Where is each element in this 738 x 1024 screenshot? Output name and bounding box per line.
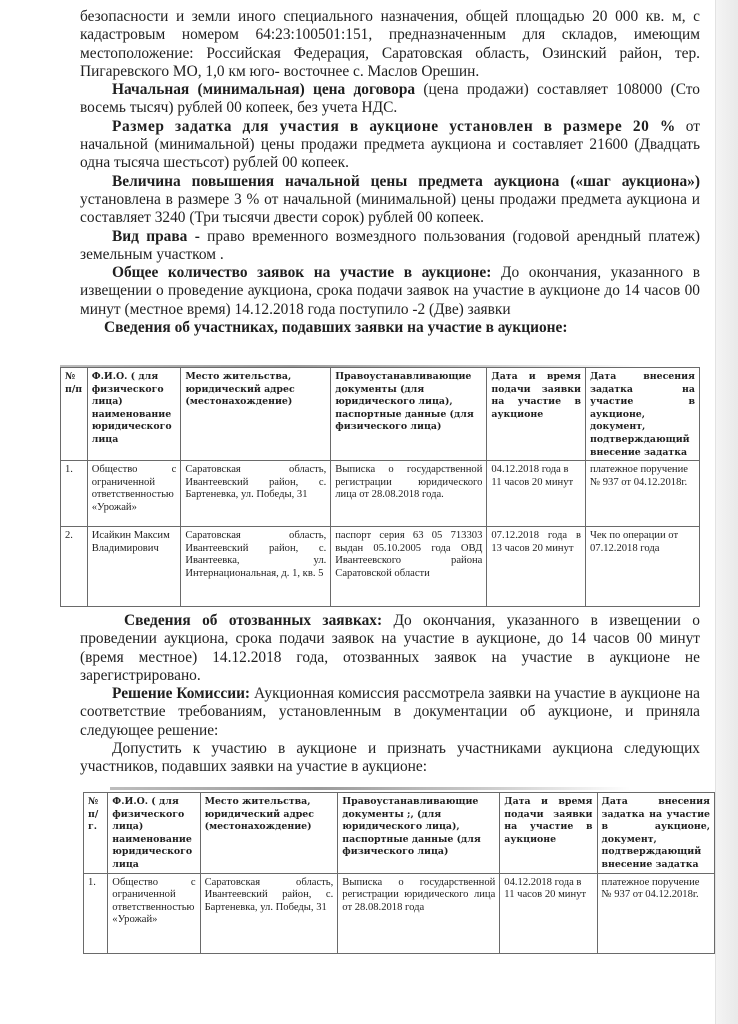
paragraph-land-description: безопасности и земли иного специального назначения, общей площадью 20 000 кв. м, с кадастровым номером 64:23:100501:151, предназначенным для складов, имеющим местоположение: Российская Федерация, Саратовская область, Озинский район, тер. Пигаревского МО, 1,0 км юго- восточнее с. Маслов Орешин.: [80, 8, 700, 80]
label-initial-price: Начальная (минимальная) цена договора: [112, 81, 416, 99]
cell-name: Общество с ограниченной ответственностью «Урожай»: [87, 461, 181, 527]
paragraph-admit-participants: Допустить к участию в аукционе и признать участниками аукциона следующих участников, подавших заявки на участие в аукционе:: [80, 740, 700, 776]
paragraph-total-applications: [80, 264, 700, 319]
admitted-participants-table: [83, 792, 715, 954]
paragraph-commission-decision: [80, 685, 700, 740]
header-num: № п/г.: [84, 793, 108, 874]
header-date: Дата и время подачи заявки на участие в аукционе: [500, 793, 597, 874]
cell-documents: Выписка о государственной регистрации юридического лица от 28.08.2018 года.: [331, 461, 487, 527]
cell-name: Исайкин Максим Владимирович: [87, 527, 181, 607]
table-row: [61, 461, 700, 527]
label-deposit-size: Размер задатка для участия в аукционе установлен в размере 20 %: [112, 117, 676, 135]
text-withdrawn-applications: До окончания, указанного в извещении о проведении аукциона, срока подачи заявок на участие в аукционе, до 14 часов 00 минут (время местное) 14.12.2018 года, отозванных заявок на участие в аукционе не зарегистрировано.: [80, 612, 700, 684]
cell-num: 1.: [61, 461, 88, 527]
header-documents: Правоустанавливающие документы ;, (для юридического лица), паспортные данные (для физического лица): [338, 793, 500, 874]
text-right-type: право временного возмездного пользования (годовой арендный платеж) земельным участком .: [80, 227, 700, 263]
label-commission-decision: Решение Комиссии:: [112, 685, 251, 703]
page-edge: [715, 0, 738, 1024]
header-deposit: Дата внесения задатка на участие в аукционе, документ, подтверждающий внесение задатка: [597, 793, 715, 874]
document-body-continued: [80, 612, 700, 777]
paragraph-initial-price: [80, 81, 700, 118]
label-withdrawn-applications: Сведения об отозванных заявках:: [124, 612, 383, 629]
cell-address: Саратовская область, Ивантеевский район, с. Бартеневка, ул. Победы, 31: [181, 461, 331, 527]
header-address: Место жительства, юридический адрес (местонахождение): [181, 368, 331, 461]
header-num: № п/п: [61, 368, 88, 461]
header-date: Дата и время подачи заявки на участие в аукционе: [487, 368, 586, 461]
cell-documents: Выписка о государственной регистрации юридического лица от 28.08.2018 года: [338, 873, 500, 953]
cell-address: Саратовская область, Ивантеевский район, с. Бартеневка, ул. Победы, 31: [200, 873, 338, 953]
cell-address: Саратовская область, Ивантеевский район, с. Ивантеевка, ул. Интернациональная, д. 1, кв. 5: [181, 527, 331, 607]
cell-deposit: Чек по операции от 07.12.2018 года: [585, 527, 699, 607]
heading-applicants: [80, 319, 700, 337]
text-auction-step: установлена в размере 3 % от начальной (минимальной) цены продажи предмета аукциона и составляет 3240 (Три тысячи двести сорок) рублей 00 копеек.: [80, 190, 700, 227]
label-auction-step: Величина повышения начальной цены предмета аукциона («шаг аукциона»): [112, 172, 700, 190]
label-applicants: Сведения об участниках, подавших заявки на участие в аукционе:: [104, 319, 568, 337]
paragraph-right-type: [80, 228, 700, 265]
header-documents: Правоустанавливающие документы (для юридического лица), паспортные данные (для физического лица): [331, 368, 487, 461]
header-address: Место жительства, юридический адрес (местонахождение): [200, 793, 338, 874]
paragraph-withdrawn-applications: [80, 612, 700, 685]
paragraph-deposit-size: [80, 118, 700, 173]
cell-documents: паспорт серия 63 05 713303 выдан 05.10.2005 года ОВД Ивантеевского района Саратовской области: [331, 527, 487, 607]
header-name: Ф.И.О. ( для физического лица) наименование юридического лица: [87, 368, 181, 461]
table-header-row: [61, 368, 700, 461]
cell-deposit: платежное поручение № 937 от 04.12.2018г.: [585, 461, 699, 527]
applicants-table: [60, 367, 700, 607]
cell-name: Общество с ограниченной ответственностью «Урожай»: [108, 873, 200, 953]
header-deposit: Дата внесения задатка на участие в аукционе, документ, подтверждающий внесение задатка: [585, 368, 699, 461]
document-body: [80, 8, 700, 337]
table-row: [84, 873, 715, 953]
table-header-row: [84, 793, 715, 874]
header-name: Ф.И.О. ( для физического лица) наименование юридического лица: [108, 793, 200, 874]
text-deposit-size: от начальной (минимальной) цены продажи предмета аукциона и составляет 21600 (Двадцать одна тысяча шестьсот) рублей 00 копеек.: [80, 117, 700, 172]
text-commission-decision: Аукционная комиссия рассмотрела заявки на участие в аукционе на соответствие требованиям, установленным в документации об аукционе, и приняла следующее решение:: [80, 685, 700, 739]
cell-deposit: платежное поручение № 937 от 04.12.2018г.: [597, 873, 715, 953]
cell-num: 1.: [84, 873, 108, 953]
table-row: [61, 527, 700, 607]
cell-date: 04.12.2018 года в 11 часов 20 минут: [500, 873, 597, 953]
label-total-applications: Общее количество заявок на участие в аукционе:: [112, 264, 492, 282]
text-total-applications: До окончания, указанного в извещении о проведение аукциона, срока подачи заявок на участие в аукционе до 14 часов 00 минут (местное время) 14.12.2018 года поступило -2 (Две) заявки: [80, 264, 700, 318]
cell-date: 07.12.2018 года в 13 часов 20 минут: [487, 527, 586, 607]
cell-date: 04.12.2018 года в 11 часов 20 минут: [487, 461, 586, 527]
text-initial-price: (цена продажи) составляет 108000 (Сто восемь тысяч) рублей 00 копеек, без учета НДС.: [80, 81, 700, 117]
scan-shadow-2: [110, 787, 630, 790]
cell-num: 2.: [61, 527, 88, 607]
paragraph-auction-step: [80, 173, 700, 228]
label-right-type: Вид права -: [112, 227, 200, 245]
